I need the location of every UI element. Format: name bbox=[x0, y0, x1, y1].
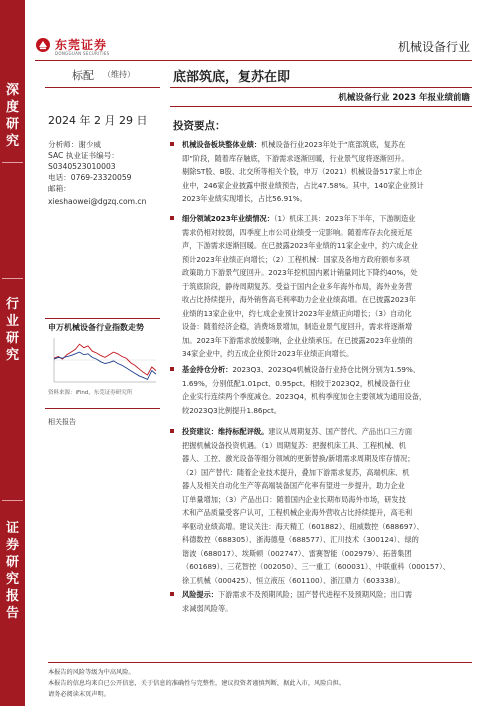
paragraph-line: 科德数控（688305）、浙海德曼（688577）、汇川技术（300124）、绿的 bbox=[182, 535, 419, 544]
footer-read-statement: 请务必阅读末页声明。 bbox=[48, 691, 110, 698]
chart-series-line-1 bbox=[54, 344, 156, 375]
paragraph-line: 徐工机械（000425）、恒立液压（601100）、浙江鼎力（603338）。 bbox=[182, 575, 405, 585]
bullet-icon bbox=[170, 367, 174, 371]
paragraph-line: （601689）、三花智控（002050）、三一重工（600031）、中联重科（000157）、 bbox=[182, 562, 450, 571]
paragraph-line: 1.69%，分别低配1.01pct、0.95pct。相较于2023Q2，机械设备行业 bbox=[182, 378, 411, 388]
paragraph-line: 机械设备板块整体业绩：机械设备行业2023年处于“底部筑底，复苏在 bbox=[182, 140, 406, 149]
analyst-email-label: 邮箱： bbox=[48, 184, 71, 193]
side-label-securities-report: 证券研究报告 bbox=[5, 521, 19, 621]
bullet-icon bbox=[170, 592, 174, 596]
paragraph-line: 政策助力下游景气度回升。2023年挖机国内累计销量同比下降约40%，处 bbox=[182, 268, 418, 277]
report-subtitle: 机械设备行业 2023 年报业绩前瞻 bbox=[338, 93, 470, 103]
rating-value: （维持） bbox=[103, 70, 135, 79]
paragraph-line: 收占比持续提升，海外销售高毛利率助力企业业绩高增。在已披露2023年 bbox=[182, 295, 416, 304]
paragraph-line: 细分领域2023年业绩情况：（1）机床工具：2023年下半年，下游制造业 bbox=[182, 214, 416, 223]
left-divider bbox=[45, 408, 160, 409]
paragraph-line: 预计2023年业绩正向增长；（2）工程机械：国家及各地方政府颁布多项 bbox=[182, 254, 410, 264]
side-divider bbox=[2, 278, 23, 279]
analyst-cert-number: S0340523010003 bbox=[48, 162, 116, 171]
footer-risk-level: 本报告的风险等级为中高风险。 bbox=[48, 669, 135, 676]
analyst-email[interactable]: xieshaowei@dgzq.com.cn bbox=[48, 197, 147, 206]
left-divider bbox=[45, 87, 160, 88]
paragraph-line: 2023年业绩实现增长，占比56.91%。 bbox=[182, 194, 307, 203]
analyst-phone: 电话：0769-23320059 bbox=[48, 173, 132, 182]
paragraph-line: 34家企业中，约五成企业预计2023年业绩正向增长。 bbox=[182, 349, 354, 358]
paragraph-line: 谐波（688017）、埃斯顿（002747）、雷赛智能（002979）、拓普集团 bbox=[182, 548, 412, 558]
logo-subtext: DONGGUAN SECURITIES bbox=[55, 51, 110, 56]
paragraph-line: 声，下游需求逐渐回暖。在已披露2023年业绩的11家企业中，约六成企业 bbox=[182, 241, 418, 250]
rating-label: 标配 bbox=[72, 69, 94, 82]
paragraph-line: （2）国产替代：随着企业技术提升，叠加下游需求复苏，高端机床、机 bbox=[182, 467, 410, 477]
side-label-industry-research: 行业研究 bbox=[5, 297, 19, 363]
paragraph-line: 订单量增加；（3）产品出口：随着国内企业长期布局海外市场，研发技 bbox=[182, 494, 406, 504]
paragraph-line: 率驱动业绩高增。建议关注：海天精工（601882）、纽威数控（688697）、 bbox=[182, 521, 424, 531]
industry-title: 机械设备行业 bbox=[397, 40, 470, 54]
paragraph-line: 设备：随着经济企稳，消费场景增加，制造业景气度回升，需求将逐渐增 bbox=[182, 322, 413, 331]
related-reports-label[interactable]: 相关报告 bbox=[48, 418, 76, 426]
side-divider bbox=[2, 500, 23, 501]
company-logo bbox=[35, 36, 145, 58]
chart-series-line-2 bbox=[54, 352, 156, 379]
footer-disclaimer: 本报告的信息均来自已公开信息，关于信息的准确性与完整性，建议投资者谨慎判断，据此入市，风险自担。 bbox=[48, 680, 345, 687]
paragraph-line: 于筑底阶段，静待周期复苏。受益于国内企业多年海外布局，海外业务营 bbox=[182, 281, 413, 291]
logo-text: 东莞证券 bbox=[55, 38, 108, 52]
paragraph-segment-performance bbox=[170, 212, 472, 361]
analyst-name: 分析师：谢少威 bbox=[48, 140, 102, 149]
report-title: 底部筑底，复苏在即 bbox=[173, 70, 291, 85]
paragraph-line: 业绩的13家企业中，约七成企业预计2023年业绩正向增长；（3）自动化 bbox=[182, 308, 412, 318]
paragraph-line: 术和产品质量受客户认可，工程机械企业海外营收占比持续提升，高毛利 bbox=[182, 508, 413, 517]
bullet-icon bbox=[170, 429, 174, 433]
paragraph-fund-holdings bbox=[170, 363, 472, 417]
paragraph-line: 即”阶段，随着库存触底，下游需求逐渐回暖，行业景气度将逐渐回升。 bbox=[182, 153, 409, 163]
paragraph-risk-warning bbox=[170, 588, 472, 615]
paragraph-line: 较2023Q3比例提升1.86pct。 bbox=[182, 405, 281, 415]
paragraph-line: 把握机械设备投资机遇。（1）周期复苏：把握机床工具、工程机械、机 bbox=[182, 440, 406, 450]
paragraph-line: 需求仍相对较弱，四季度上市公司业绩受一定影响。随着库存去化接近尾 bbox=[182, 227, 413, 237]
paragraph-line: 加。2023年下游需求放缓影响，企业业绩承压。在已披露2023年业绩的 bbox=[182, 335, 413, 345]
analyst-cert-label: SAC 执业证书编号： bbox=[48, 151, 119, 160]
paragraph-investment-advice bbox=[170, 425, 472, 587]
paragraph-line: 基金持仓分析：2023Q3、2023Q4机械设备行业持仓比例分别为1.59%、 bbox=[182, 365, 421, 374]
paragraph-line: 投资建议：维持标配评级。建议从周期复苏、国产替代、产品出口三方面 bbox=[182, 427, 413, 436]
paragraph-line: 器人、工控、激光设备等细分领域的更新替换/新增需求周期及库存情况； bbox=[182, 454, 415, 463]
side-label-deep-research: 深度研究 bbox=[5, 83, 19, 149]
bullet-icon bbox=[170, 142, 174, 146]
key-points-title: 投资要点： bbox=[173, 120, 226, 132]
logo-mark-icon bbox=[35, 37, 51, 53]
paragraph-line: 器人及相关自动化生产等高端装备国产化率有望进一步提升，助力企业 bbox=[182, 481, 405, 490]
paragraph-line: 风险提示：下游需求不及预期风险；国产替代进程不及预期风险；出口需 bbox=[182, 590, 413, 599]
chart-title: 申万机械设备行业指数走势 bbox=[48, 323, 144, 332]
header-divider bbox=[35, 60, 472, 61]
paragraph-line: 求减弱风险等。 bbox=[182, 603, 233, 613]
paragraph-overall-performance bbox=[170, 138, 472, 206]
subtitle-divider bbox=[170, 106, 472, 107]
bullet-icon bbox=[170, 216, 174, 220]
title-divider bbox=[170, 87, 472, 88]
chart-source: 资料来源：iFind，东莞证券研究所 bbox=[48, 390, 133, 396]
paragraph-line: 剔除ST股、B股、北交所等相关个股，申万（2021）机械设备517家上市企 bbox=[182, 167, 422, 176]
side-divider bbox=[2, 162, 23, 163]
report-date: 2024 年 2 月 29 日 bbox=[48, 114, 148, 127]
index-trend-chart bbox=[48, 336, 158, 384]
footer-divider bbox=[48, 662, 472, 663]
left-divider bbox=[45, 318, 160, 319]
paragraph-line: 业中，246家企业披露中报业绩预告，占比47.58%。其中，140家企业预计 bbox=[182, 180, 424, 190]
paragraph-line: 企业实行连续两个季度减仓。2023Q4，机构季度加仓主要领域为通用设备， bbox=[182, 392, 427, 401]
